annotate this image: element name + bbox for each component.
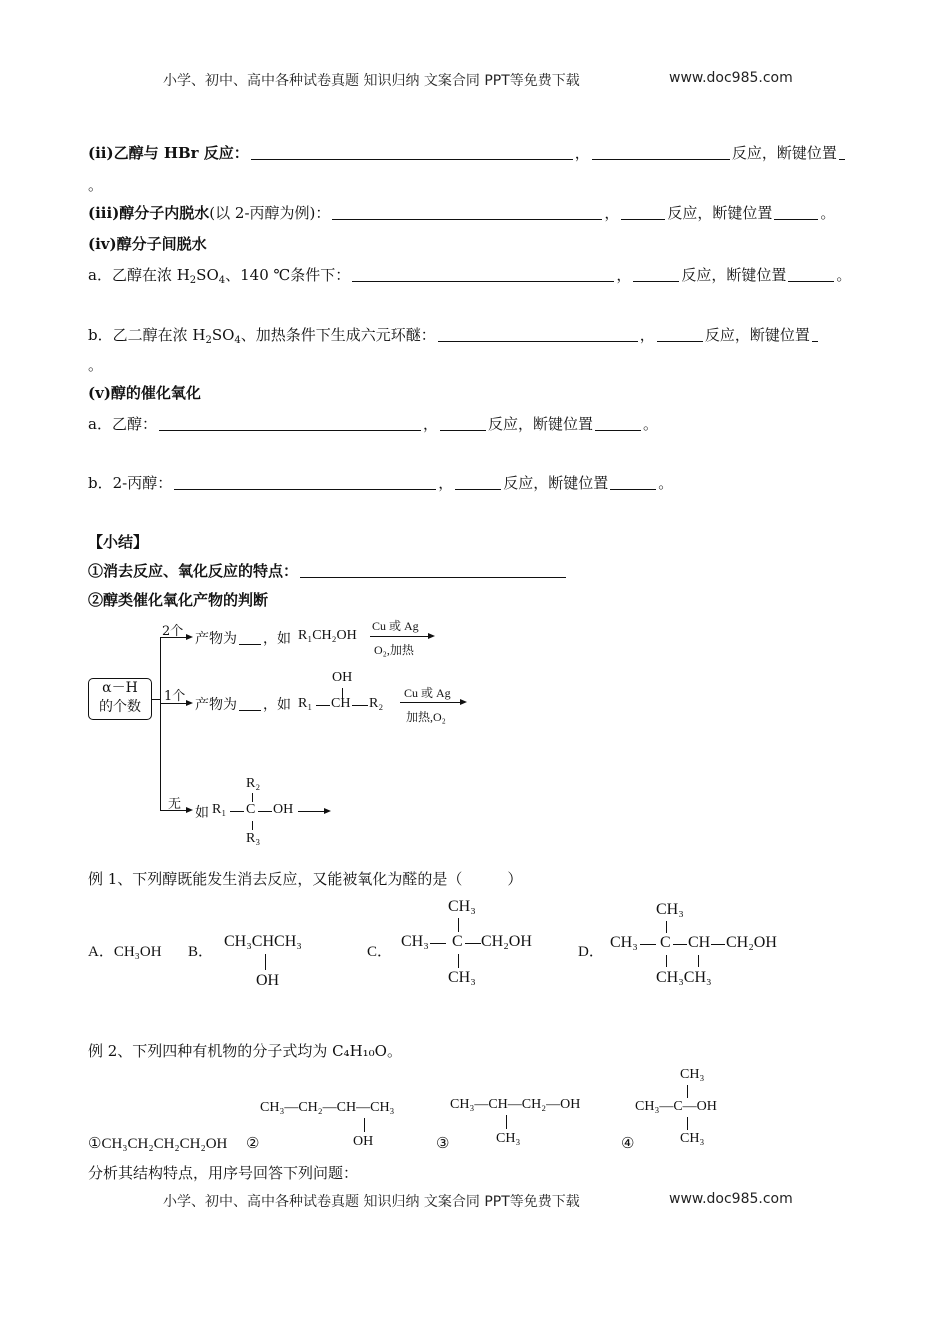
ex1-c-bottom: CH₃ (448, 969, 476, 986)
branch1-text (195, 628, 291, 648)
ex1-option-a: A．CH₃OH (88, 944, 162, 960)
bond (230, 811, 244, 812)
answer-blank[interactable] (440, 416, 486, 431)
ex2-option3-label: ③ (436, 1136, 450, 1152)
sub: 2 (189, 275, 197, 286)
ex1-d-c: C (660, 934, 671, 951)
item-ii-label: (ii)乙醇与 HBr 反应： (88, 144, 249, 162)
bond (506, 1115, 507, 1129)
iv-a-post: 、140 ℃条件下： (225, 266, 351, 284)
answer-blank[interactable] (300, 563, 566, 578)
v-b-mid: 反应，断键位置 (503, 474, 609, 492)
ex1-c-left: CH₃ (401, 933, 429, 950)
ex2-o3-main: CH₃—CH—CH₂—OH (450, 1097, 581, 1112)
summary-point1 (88, 561, 568, 581)
branch1-condition: O₂,加热 (374, 643, 414, 657)
answer-blank[interactable] (174, 475, 436, 490)
bond (666, 955, 667, 967)
ex2-o4-bottom: CH₃ (680, 1131, 705, 1146)
period: 。 (836, 266, 852, 284)
item-ii (88, 143, 847, 163)
comma: ， (422, 415, 438, 433)
answer-blank[interactable] (438, 327, 638, 342)
branch2-text (195, 694, 291, 714)
item-iv-label: (iv)醇分子间脱水 (88, 235, 207, 253)
branch2-r2: R₂ (369, 696, 384, 711)
ex1-b-main: CH₃CHCH₃ (224, 933, 302, 950)
ex2-o4-top: CH₃ (680, 1067, 705, 1082)
product-label: 产物为 (195, 697, 237, 713)
v-a-mid: 反应，断键位置 (487, 415, 593, 433)
summary-point1-text: ①消去反应、氧化反应的特点： (88, 562, 299, 580)
bond (711, 944, 725, 945)
branch3-text: 如 (195, 805, 209, 821)
bond (698, 955, 699, 967)
ex2-o4-main: CH₃—C—OH (635, 1099, 717, 1114)
iv-b-pre: b．乙二醇在浓 H (88, 326, 206, 344)
answer-blank[interactable] (332, 205, 602, 220)
answer-blank[interactable] (239, 698, 261, 711)
header-url[interactable]: www.doc985.com (669, 70, 793, 86)
branch1-arrow-line (370, 636, 428, 637)
sub: 4 (234, 335, 241, 346)
answer-blank[interactable] (251, 145, 573, 160)
iv-a-mid: 反应，断键位置 (681, 266, 787, 284)
ex1-stem: 例 1、下列醇既能发生消去反应，又能被氧化为醛的是（ ） (88, 870, 523, 888)
comma: ， (639, 326, 655, 344)
ex1-d-bottom: CH₃CH₃ (656, 969, 712, 986)
ex2-o2-main: CH₃—CH₂—CH—CH₃ (260, 1100, 395, 1115)
branch2-r1: R₁ (298, 696, 313, 711)
bond (687, 1085, 688, 1098)
branch-trunk (160, 637, 161, 810)
item-iv-b (88, 325, 820, 345)
iv-a-pre: a．乙醇在浓 H (88, 266, 190, 284)
answer-blank[interactable] (839, 145, 845, 160)
box-line2: 的个数 (99, 699, 141, 715)
ex1-option-d-label: D． (578, 944, 604, 960)
ex2-o2-oh: OH (353, 1134, 374, 1149)
sub: 4 (218, 275, 226, 286)
item-v-b (88, 473, 673, 493)
ex1-b-oh: OH (256, 972, 280, 989)
answer-blank[interactable] (633, 267, 679, 282)
ex1-option-c-label: C． (367, 944, 393, 960)
item-iii-label: (iii)醇分子内脱水 (88, 204, 210, 222)
period: 。 (642, 415, 658, 433)
item-iv-b-end: 。 (88, 356, 104, 374)
ex2-option1: ①CH₃CH₂CH₂CH₂OH (88, 1136, 228, 1152)
ex1-d-top: CH₃ (656, 901, 684, 918)
period: 。 (820, 204, 836, 222)
arrow-icon (186, 700, 193, 706)
arrow-icon (428, 633, 435, 639)
summary-title: 【小结】 (88, 533, 149, 551)
branch3-r2: R₂ (246, 776, 261, 791)
branch1-formula: R₁CH₂OH (298, 628, 357, 643)
box-connector (151, 699, 160, 700)
sub: 2 (205, 335, 212, 346)
branch1-catalyst: Cu 或 Ag (372, 619, 419, 633)
bond (430, 943, 446, 944)
iv-a-so: SO (196, 266, 219, 284)
arrow-icon (324, 808, 331, 814)
bond (458, 954, 459, 968)
v-a-pre: a．乙醇： (88, 415, 157, 433)
iv-b-post: 、加热条件下生成六元环醚： (240, 326, 436, 344)
answer-blank[interactable] (239, 632, 261, 645)
answer-blank[interactable] (595, 416, 641, 431)
bond (364, 1118, 365, 1132)
ex1-d-left: CH₃ (610, 934, 638, 951)
footer-text: 小学、初中、高中各种试卷真题 知识归纳 文案合同 PPT等免费下载 (163, 1194, 580, 1210)
iv-b-tail: 反应，断键位置 (704, 326, 810, 344)
bond (258, 811, 272, 812)
answer-blank[interactable] (774, 205, 818, 220)
bond (640, 944, 656, 945)
answer-blank[interactable] (621, 205, 665, 220)
v-b-pre: b．2-丙醇： (88, 474, 173, 492)
item-iii-paren: (以 2-丙醇为例)： (209, 204, 331, 222)
ex2-option2-label: ② (246, 1136, 260, 1152)
product-label: 产物为 (195, 631, 237, 647)
ex1-d-right: CH₂OH (726, 934, 777, 951)
answer-blank[interactable] (788, 267, 834, 282)
arrow-icon (460, 699, 467, 705)
box-line1: α－H (102, 680, 138, 696)
answer-blank[interactable] (610, 475, 656, 490)
answer-blank[interactable] (352, 267, 614, 282)
answer-blank[interactable] (159, 416, 421, 431)
bond (465, 943, 481, 944)
bond (252, 821, 253, 830)
bond (316, 705, 330, 706)
branch3-c: C (246, 802, 256, 817)
bond (265, 954, 266, 970)
comma: ， (574, 144, 590, 162)
summary-point2: ②醇类催化氧化产物的判断 (88, 591, 269, 609)
item-ii-tail: 反应，断键位置 (731, 144, 837, 162)
such-as: ，如 (263, 697, 291, 713)
answer-blank[interactable] (812, 327, 818, 342)
bond (666, 921, 667, 933)
ex1-option-b-label: B． (188, 944, 214, 960)
branch3-r1: R₁ (212, 802, 227, 817)
answer-blank[interactable] (592, 145, 730, 160)
bond (352, 705, 368, 706)
branch3-arrow-line (298, 811, 324, 812)
bond (687, 1117, 688, 1130)
bond (673, 944, 687, 945)
bond (458, 918, 459, 932)
comma: ， (604, 204, 620, 222)
such-as: ，如 (263, 631, 291, 647)
branch3-oh: OH (273, 802, 294, 817)
ex2-o3-ch3: CH₃ (496, 1131, 521, 1146)
branch2-count: 1个 (164, 689, 186, 704)
answer-blank[interactable] (455, 475, 501, 490)
branch2-oh: OH (332, 670, 353, 685)
alpha-h-box (88, 678, 152, 720)
item-v-a (88, 414, 658, 434)
ex1-c-center: C (452, 933, 463, 950)
ex2-analysis: 分析其结构特点，用序号回答下列问题： (88, 1164, 359, 1182)
ex2-stem: 例 2、下列四种有机物的分子式均为 C₄H₁₀O。 (88, 1042, 402, 1060)
item-ii-end: 。 (88, 176, 104, 194)
answer-blank[interactable] (657, 327, 703, 342)
branch3-r3: R₃ (246, 831, 261, 846)
comma: ， (616, 266, 632, 284)
branch2-condition: 加热,O₂ (406, 710, 446, 724)
item-iv-a (88, 265, 851, 285)
ex2-option4-label: ④ (621, 1136, 635, 1152)
ex1-c-right: CH₂OH (481, 933, 532, 950)
ex1-c-top: CH₃ (448, 898, 476, 915)
item-v-label: (v)醇的催化氧化 (88, 384, 201, 402)
item-iii (88, 203, 835, 223)
arrow-icon (186, 634, 193, 640)
branch2-ch: CH (331, 696, 351, 711)
ex1-d-ch: CH (688, 934, 711, 951)
period: 。 (658, 474, 674, 492)
header-text: 小学、初中、高中各种试卷真题 知识归纳 文案合同 PPT等免费下载 (163, 73, 580, 89)
iv-b-so: SO (211, 326, 235, 344)
arrow-icon (186, 807, 193, 813)
comma: ， (438, 474, 454, 492)
branch1-count: 2个 (162, 624, 184, 639)
footer-url[interactable]: www.doc985.com (669, 1191, 793, 1207)
branch3-count: 无 (168, 797, 182, 812)
branch2-arrow-line (400, 702, 460, 703)
branch2-catalyst: Cu 或 Ag (404, 686, 451, 700)
bond (252, 793, 253, 802)
item-iii-mid: 反应，断键位置 (667, 204, 773, 222)
